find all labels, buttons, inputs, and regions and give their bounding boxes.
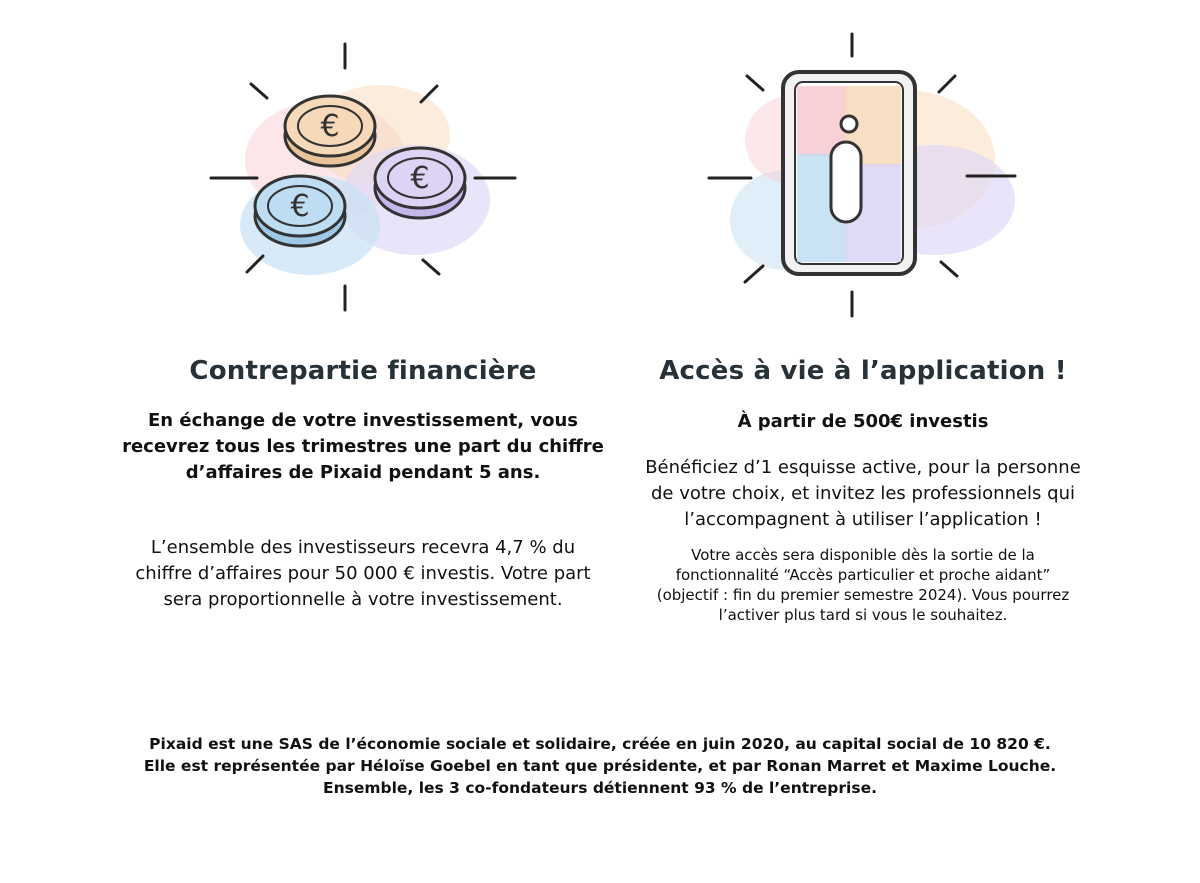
svg-text:€: € [290,189,310,224]
section-title: Contrepartie financière [189,356,537,386]
company-info [80,733,1120,799]
smartphone-info-icon [705,30,1025,320]
company-info-line: Pixaid est une SAS de l’économie sociale et solidaire, créée en juin 2020, au capital social de 10 820 €. [149,735,1051,753]
section-body: Bénéficiez d’1 esquisse active, pour la personne de votre choix, et invitez les professionnels qui l’accompagnent à utiliser l’application ! [645,457,1081,530]
section-note: Votre accès sera disponible dès la sortie de la fonctionnalité “Accès particulier et proche aidant” (objectif : fin du premier semestre 2024). Vous pourrez l’activer plus tard si vous le souhaitez. [656,546,1070,624]
euro-coins-icon [205,40,525,320]
svg-text:€: € [410,161,430,196]
company-info-line: Ensemble, les 3 co-fondateurs détiennent 93 % de l’entreprise. [323,779,877,797]
section-lead: En échange de votre investissement, vous recevrez tous les trimestres une part du chiffre d’affaires de Pixaid pendant 5 ans. [122,410,604,483]
company-info-line: Elle est représentée par Héloïse Goebel en tant que présidente, et par Ronan Marret et Maxime Louche. [143,757,1057,775]
section-title: Accès à vie à l’application ! [659,356,1067,386]
section-lead: À partir de 500€ investis [737,411,989,432]
section-body: L’ensemble des investisseurs recevra 4,7 % du chiffre d’affaires pour 50 000 € investis. Votre part sera proportionnelle à votre investissement. [135,537,591,610]
svg-text:€: € [320,109,340,144]
